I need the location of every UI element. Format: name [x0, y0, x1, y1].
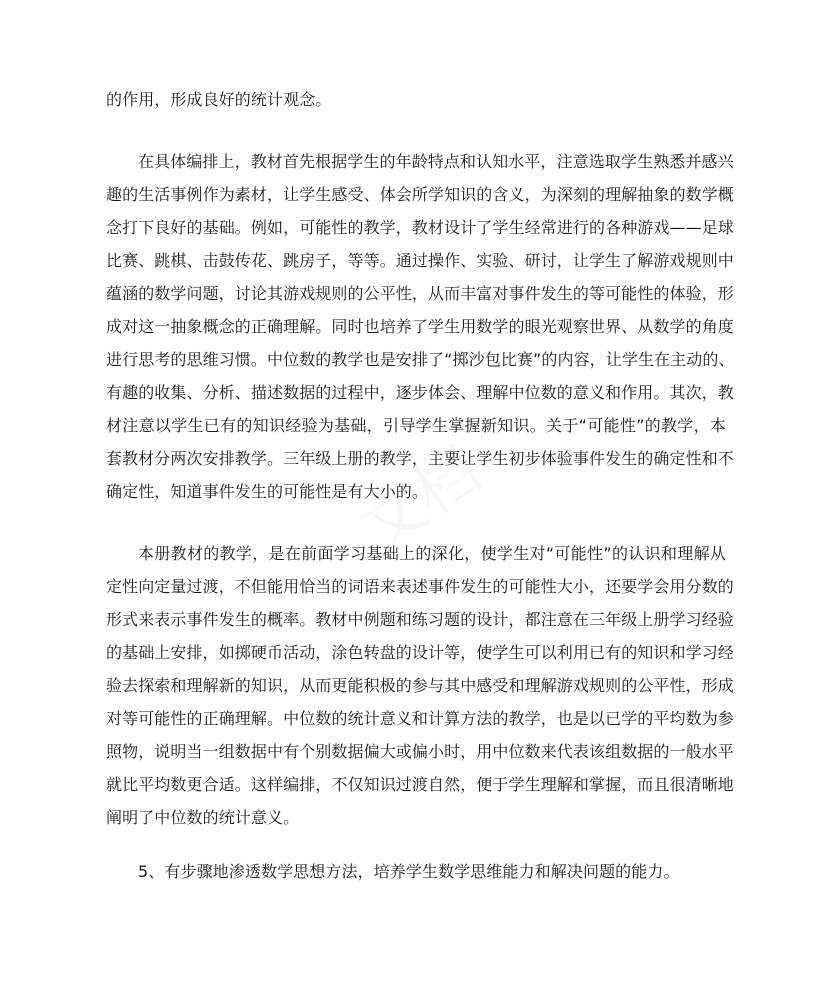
text-line: 有趣的收集、分析、描述数据的过程中，逐步体会、理解中位数的意义和作用。其次，教	[106, 383, 734, 402]
text-line: 进行思考的思维习惯。中位数的教学也是安排了“掷沙包比赛”的内容，让学生在主动的、	[106, 350, 735, 369]
text-line: 趣的生活事例作为素材，让学生感受、体会所学知识的含义，为深刻的理解抽象的数学概	[106, 185, 734, 204]
text-line: 套教材分两次安排教学。三年级上册的教学，主要让学生初步体验事件发生的确定性和不	[106, 449, 734, 468]
text-line: 本册教材的教学，是在前面学习基础上的深化，使学生对“可能性”的认识和理解从	[138, 544, 726, 563]
text-line: 形式来表示事件发生的概率。教材中例题和练习题的设计，都注意在三年级上册学习经验	[106, 610, 734, 629]
text-line: 的作用，形成良好的统计观念。	[106, 90, 332, 109]
text-line: 念打下良好的基础。例如，可能性的教学，教材设计了学生经常进行的各种游戏——足球	[106, 218, 734, 237]
text-line: 照物，说明当一组数据中有个别数据偏大或偏小时，用中位数来代表该组数据的一般水平	[106, 742, 734, 761]
text-line: 定性向定量过渡，不但能用恰当的词语来表述事件发生的可能性大小，还要学会用分数的	[106, 577, 734, 596]
text-line: 的基础上安排，如掷硬币活动，涂色转盘的设计等，使学生可以利用已有的知识和学习经	[106, 643, 734, 662]
text-line: 成对这一抽象概念的正确理解。同时也培养了学生用数学的眼光观察世界、从数学的角度	[106, 317, 734, 336]
text-line: 对等可能性的正确理解。中位数的统计意义和计算方法的教学，也是以已学的平均数为参	[106, 709, 734, 728]
text-line: 确定性，知道事件发生的可能性是有大小的。	[106, 482, 429, 501]
text-line: 蕴涵的数学问题，讨论其游戏规则的公平性，从而丰富对事件发生的等可能性的体验，形	[106, 284, 734, 303]
text-line: 就比平均数更合适。这样编排，不仅知识过渡自然，便于学生理解和掌握，而且很清晰地	[106, 775, 734, 794]
text-line: 材注意以学生已有的知识经验为基础，引导学生掌握新知识。关于“可能性”的教学，本	[106, 416, 726, 435]
text-line: 在具体编排上，教材首先根据学生的年龄特点和认知水平，注意选取学生熟悉并感兴	[138, 152, 734, 171]
text-line: 5、有步骤地渗透数学思想方法，培养学生数学思维能力和解决问题的能力。	[138, 862, 680, 881]
text-line: 比赛、跳棋、击鼓传花、跳房子，等等。通过操作、实验、研讨，让学生了解游戏规则中	[106, 251, 734, 270]
text-line: 验去探索和理解新的知识，从而更能积极的参与其中感受和理解游戏规则的公平性，形成	[106, 676, 734, 695]
text-line: 阐明了中位数的统计意义。	[106, 808, 300, 827]
